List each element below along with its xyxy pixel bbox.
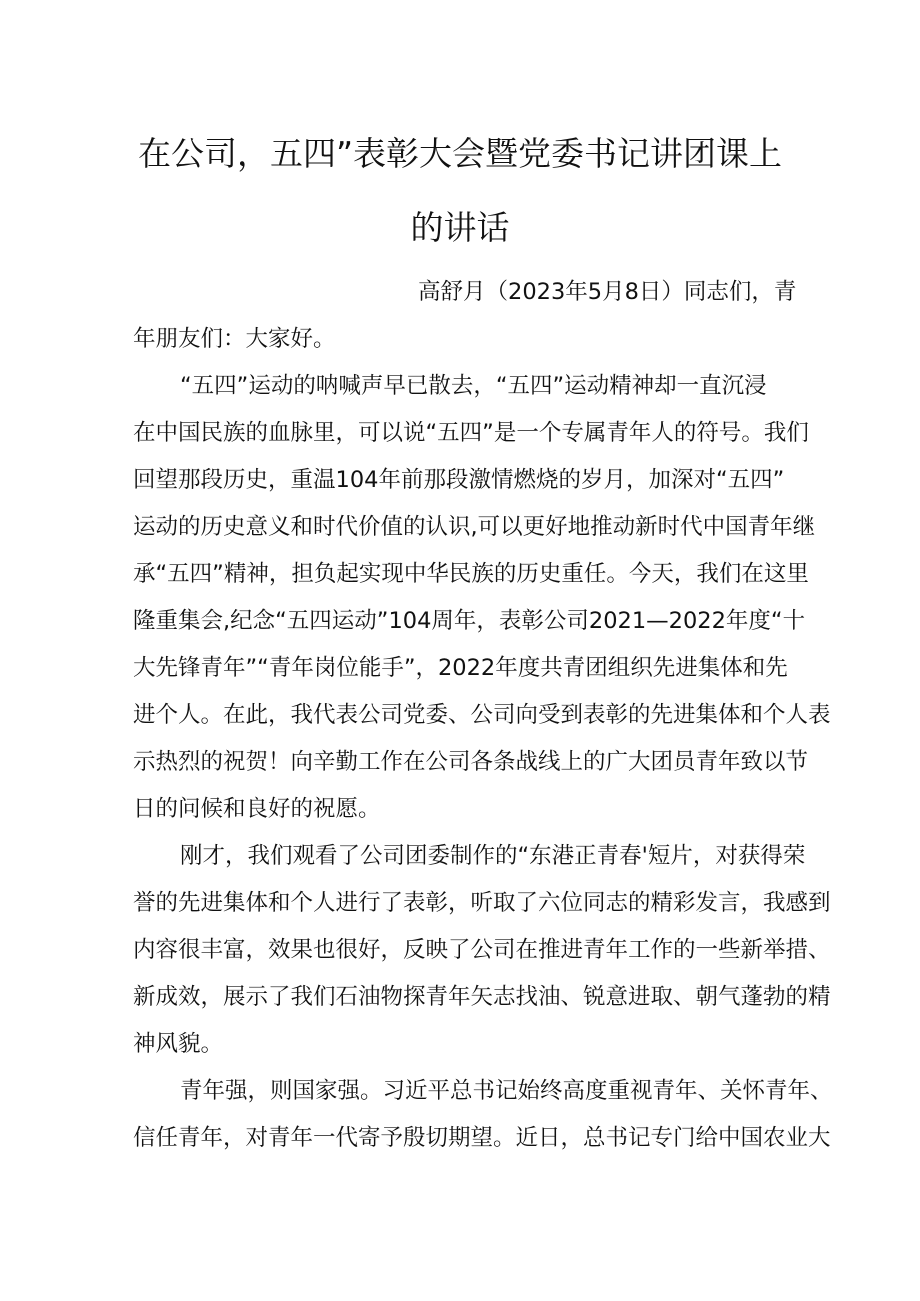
body-line: 隆重集会,纪念“五四运动”104周年，表彰公司2021—2022年度“十	[133, 608, 806, 634]
body-line: 在中国民族的血脉里，可以说“五四”是一个专属青年人的符号。我们	[133, 420, 809, 446]
body-line: 承“五四”精神，担负起实现中华民族的历史重任。今天，我们在这里	[133, 561, 809, 587]
body-line: 誉的先进集体和个人进行了表彰，听取了六位同志的精彩发言，我感到	[133, 890, 831, 916]
body-line: 示热烈的祝贺！向辛勤工作在公司各条战线上的广大团员青年致以节	[133, 749, 809, 775]
body-line: 神风貌。	[133, 1031, 224, 1057]
body-line: “五四”运动的呐喊声早已散去，“五四”运动精神却一直沉浸	[180, 373, 767, 399]
body-line: 大先锋青年”“青年岗位能手”，2022年度共青团组织先进集体和先	[133, 655, 788, 681]
body-line: 新成效，展示了我们石油物探青年矢志找油、锐意进取、朝气蓬勃的精	[133, 984, 831, 1010]
document-title-line-2: 的讲话	[410, 208, 510, 247]
body-line: 运动的历史意义和时代价值的认识,可以更好地推动新时代中国青年继	[133, 514, 816, 540]
body-line: 信任青年，对青年一代寄予殷切期望。近日，总书记专门给中国农业大	[133, 1125, 831, 1151]
body-line: 日的问候和良好的祝愿。	[133, 796, 381, 822]
document-title-line-1: 在公司，五四”表彰大会暨党委书记讲团课上	[137, 134, 783, 173]
body-line: 刚才，我们观看了公司团委制作的“东港正青春'短片，对获得荣	[180, 843, 806, 869]
body-line: 回望那段历史，重温104年前那段激情燃烧的岁月，加深对“五四”	[133, 467, 785, 493]
body-line: 内容很丰富，效果也很好，反映了公司在推进青年工作的一些新举措、	[133, 937, 831, 963]
salutation-line-2: 年朋友们：大家好。	[133, 326, 336, 352]
body-line: 进个人。在此，我代表公司党委、公司向受到表彰的先进集体和个人表	[133, 702, 831, 728]
body-line: 青年强，则国家强。习近平总书记始终高度重视青年、关怀青年、	[180, 1078, 833, 1104]
salutation-line-1: 高舒月（2023年5月8日）同志们，青	[418, 279, 797, 305]
